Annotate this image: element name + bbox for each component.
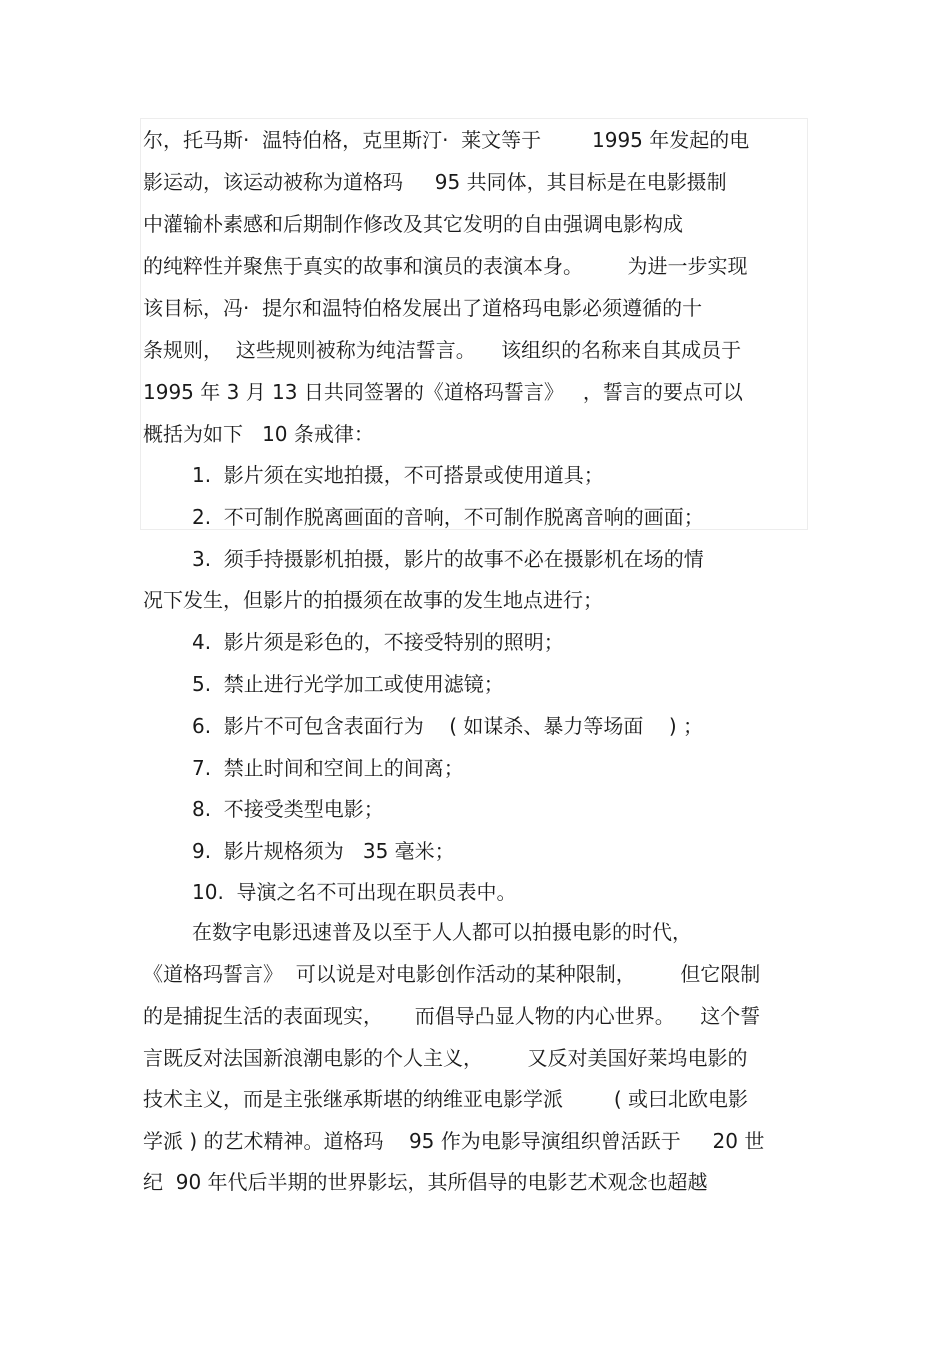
rule-item-continuation: 况下发生，但影片的拍摄须在故事的发生地点进行； [143,588,603,612]
rule-item: 1. 影片须在实地拍摄，不可搭景或使用道具； [192,463,604,487]
text-line: 影运动，该运动被称为道格玛 95 共同体，其目标是在电影摄制 [143,170,727,194]
text-line: 条规则， 这些规则被称为纯洁誓言。 该组织的名称来自其成员于 [143,338,742,362]
rule-item: 3. 须手持摄影机拍摄，影片的故事不必在摄影机在场的情 [192,547,704,571]
text-line: 言既反对法国新浪潮电影的个人主义， 又反对美国好莱坞电影的 [143,1046,748,1070]
text-line: 该目标，冯· 提尔和温特伯格发展出了道格玛电影必须遵循的十 [143,296,703,320]
rule-item: 7. 禁止时间和空间上的间离； [192,756,464,780]
rule-item: 2. 不可制作脱离画面的音响，不可制作脱离音响的画面； [192,505,704,529]
rule-item: 10. 导演之名不可出现在职员表中。 [192,880,517,904]
text-line: 纪 90 年代后半期的世界影坛，其所倡导的电影艺术观念也超越 [143,1170,708,1194]
rule-item: 5. 禁止进行光学加工或使用滤镜； [192,672,504,696]
rule-item: 4. 影片须是彩色的，不接受特别的照明； [192,630,564,654]
text-line: 的是捕捉生活的表面现实， 而倡导凸显人物的内心世界。 这个誓 [143,1004,761,1028]
paragraph-first-line: 在数字电影迅速普及以至于人人都可以拍摄电影的时代， [192,920,692,944]
rule-item: 6. 影片不可包含表面行为 ( 如谋杀、暴力等场面 ) ； [192,714,703,738]
text-line: 技术主义，而是主张继承斯堪的纳维亚电影学派 ( 或曰北欧电影 [143,1087,749,1111]
text-line: 的纯粹性并聚焦于真实的故事和演员的表演本身。 为进一步实现 [143,254,748,278]
text-line: 概括为如下 10 条戒律： [143,422,374,446]
text-line: 1995 年 3 月 13 日共同签署的《道格玛誓言》 ，誓言的要点可以 [143,380,743,404]
text-line: 学派 ) 的艺术精神。道格玛 95 作为电影导演组织曾活跃于 20 世 [143,1129,765,1153]
text-line: 中灌输朴素感和后期制作修改及其它发明的自由强调电影构成 [143,212,683,236]
text-line: 尔，托马斯· 温特伯格，克里斯汀· 莱文等于 1995 年发起的电 [143,128,750,152]
rule-item: 9. 影片规格须为 35 毫米； [192,839,455,863]
text-line: 《道格玛誓言》 可以说是对电影创作活动的某种限制， 但它限制 [143,962,761,986]
rule-item: 8. 不接受类型电影； [192,797,384,821]
